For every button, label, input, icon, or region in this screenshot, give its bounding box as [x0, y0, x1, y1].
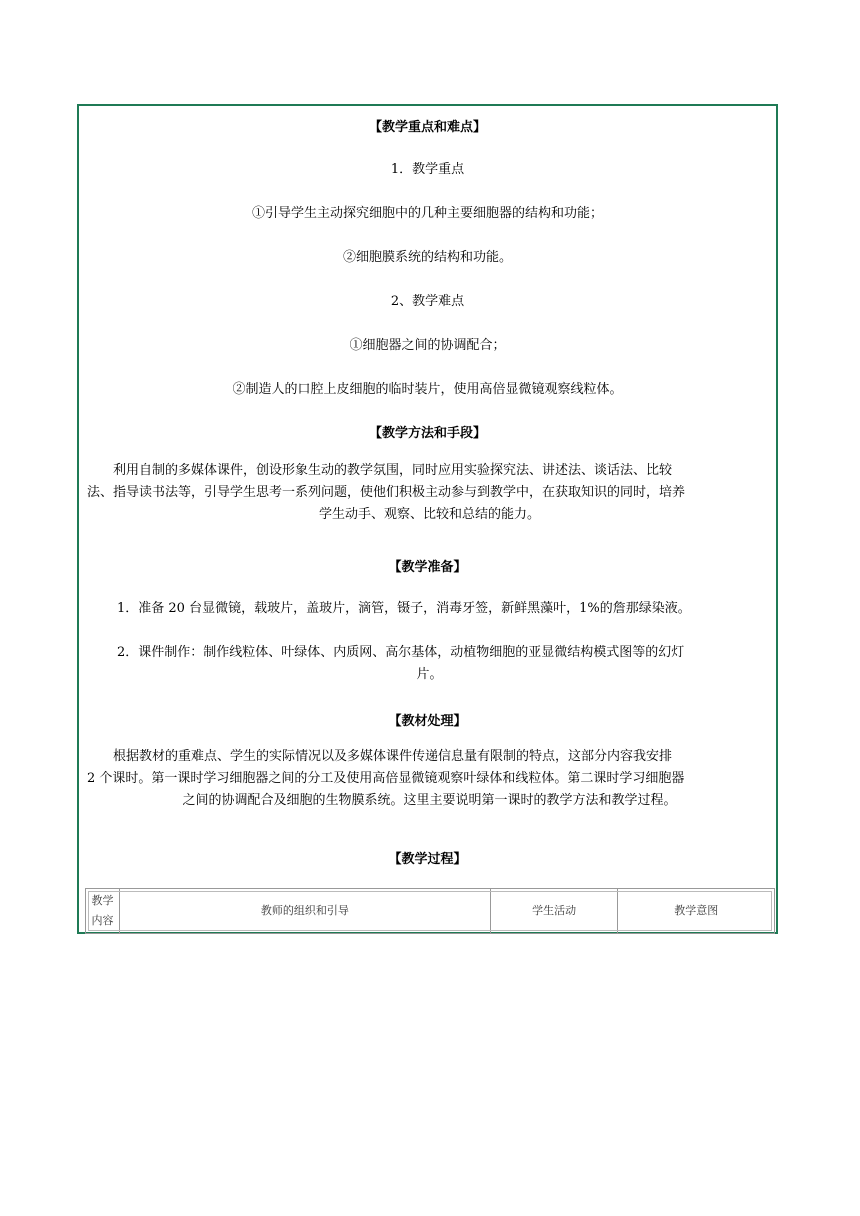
table-header-content-line: 内容 [91, 914, 114, 927]
preparation-item-continued: 片。 [416, 667, 443, 682]
methods-line: 法、指导读书法等，引导学生思考一系列问题，使他们积极主动参与到教学中，在获取知识的同时，培养 [87, 485, 686, 500]
process-table [85, 888, 775, 934]
process-heading: 【教学过程】 [388, 852, 467, 867]
table-header-teacher: 教师的组织和引导 [120, 889, 491, 933]
table-header-content-line: 教学 [91, 894, 114, 907]
material-paragraph [87, 746, 772, 812]
preparation-item: 2．课件制作：制作线粒体、叶绿体、内质网、高尔基体，动植物细胞的亚显微结构模式图等的幻灯 [117, 645, 685, 660]
table-header-content [86, 889, 120, 933]
key-point-item: ②细胞膜系统的结构和功能。 [342, 250, 512, 265]
key-point-item: ①引导学生主动探究细胞中的几种主要细胞器的结构和功能； [251, 206, 603, 221]
methods-line: 学生动手、观察、比较和总结的能力。 [318, 507, 540, 522]
difficulty-item: ②制造人的口腔上皮细胞的临时装片，使用高倍显微镜观察线粒体。 [232, 382, 623, 397]
preparation-item: 1．准备 20 台显微镜，载玻片，盖玻片，滴管，镊子，消毒牙签，新鲜黑藻叶，1%的詹那绿染液。 [117, 601, 691, 616]
methods-heading: 【教学方法和手段】 [368, 426, 486, 441]
material-line: 之间的协调配合及细胞的生物膜系统。这里主要说明第一课时的教学方法和教学过程。 [182, 793, 677, 808]
table-header-student: 学生活动 [491, 889, 619, 933]
difficulty-item: ①细胞器之间的协调配合； [349, 338, 506, 353]
material-line: 2 个课时。第一课时学习细胞器之间的分工及使用高倍显微镜观察叶绿体和线粒体。第二课时学习细胞器 [87, 771, 685, 786]
difficulty-subheading: 2、教学难点 [390, 294, 465, 309]
key-points-subheading: 1．教学重点 [390, 162, 465, 177]
table-header-intent: 教学意图 [674, 904, 719, 917]
methods-line: 利用自制的多媒体课件，创设形象生动的教学氛围，同时应用实验探究法、讲述法、谈话法、比较 [113, 463, 673, 478]
methods-paragraph [87, 460, 772, 526]
preparation-heading: 【教学准备】 [388, 560, 467, 575]
material-heading: 【教材处理】 [388, 714, 467, 729]
material-line: 根据教材的重难点、学生的实际情况以及多媒体课件传递信息量有限制的特点，这部分内容我安排 [113, 749, 673, 764]
content-frame [77, 104, 778, 934]
key-points-heading: 【教学重点和难点】 [368, 120, 486, 135]
